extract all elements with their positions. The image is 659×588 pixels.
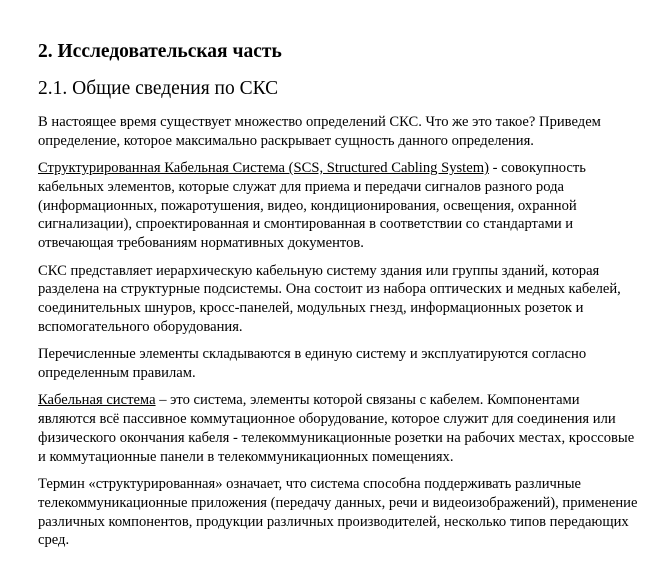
paragraph-elements: Перечисленные элементы складываются в единую систему и эксплуатируются согласно определенным правилам. — [38, 346, 587, 382]
paragraph-hierarchy: СКС представляет иерархическую кабельную систему здания или группы зданий, которая разделена на структурные подсистемы. Она состоит из набора оптических и медных кабелей, соединительных шнуров, кросс-панелей, модульных гнезд, информационных розеток и вспомогательного оборудования. — [38, 262, 621, 335]
paragraph-scs-definition — [38, 159, 638, 253]
definition-scs-text: - совокупность кабельных элементов, которые служат для приема и передачи сигналов разного рода (информационных, пожаротушения, видео, кондиционирования, освещения, охранной сигнализации), спроектированная и смонтированная в соответствии со стандартами и отвечающая требованиям нормативных документов. — [38, 160, 586, 252]
definition-cable-system-text: – это система, элементы которой связаны с кабелем. Компонентами являются всё пассивное коммутационное оборудование, которое служит для соединения или физического окончания кабеля - телекоммуникационные розетки на рабочих местах, кроссовые и коммутационные панели в телекоммуникационных помещениях. — [38, 392, 635, 465]
term-scs: Структурированная Кабельная Система (SCS, Structured Cabling System) — [38, 160, 489, 177]
paragraph-structured-term: Термин «структурированная» означает, что система способна поддерживать различные телекоммуникационные приложения (передачу данных, речи и видеоизображений), применение различных компонентов, продукции различных производителей, несколько типов передающих сред. — [38, 476, 638, 549]
section-heading: 2. Исследовательская часть — [38, 41, 282, 62]
paragraph-intro: В настоящее время существует множество определений СКС. Что же это такое? Приведем определение, которое максимально раскрывает сущность данного определения. — [38, 114, 601, 149]
subsection-heading: 2.1. Общие сведения по СКС — [38, 78, 279, 99]
term-cable-system: Кабельная система — [38, 392, 156, 409]
paragraph-cable-system — [38, 391, 638, 466]
document-page — [38, 40, 638, 559]
